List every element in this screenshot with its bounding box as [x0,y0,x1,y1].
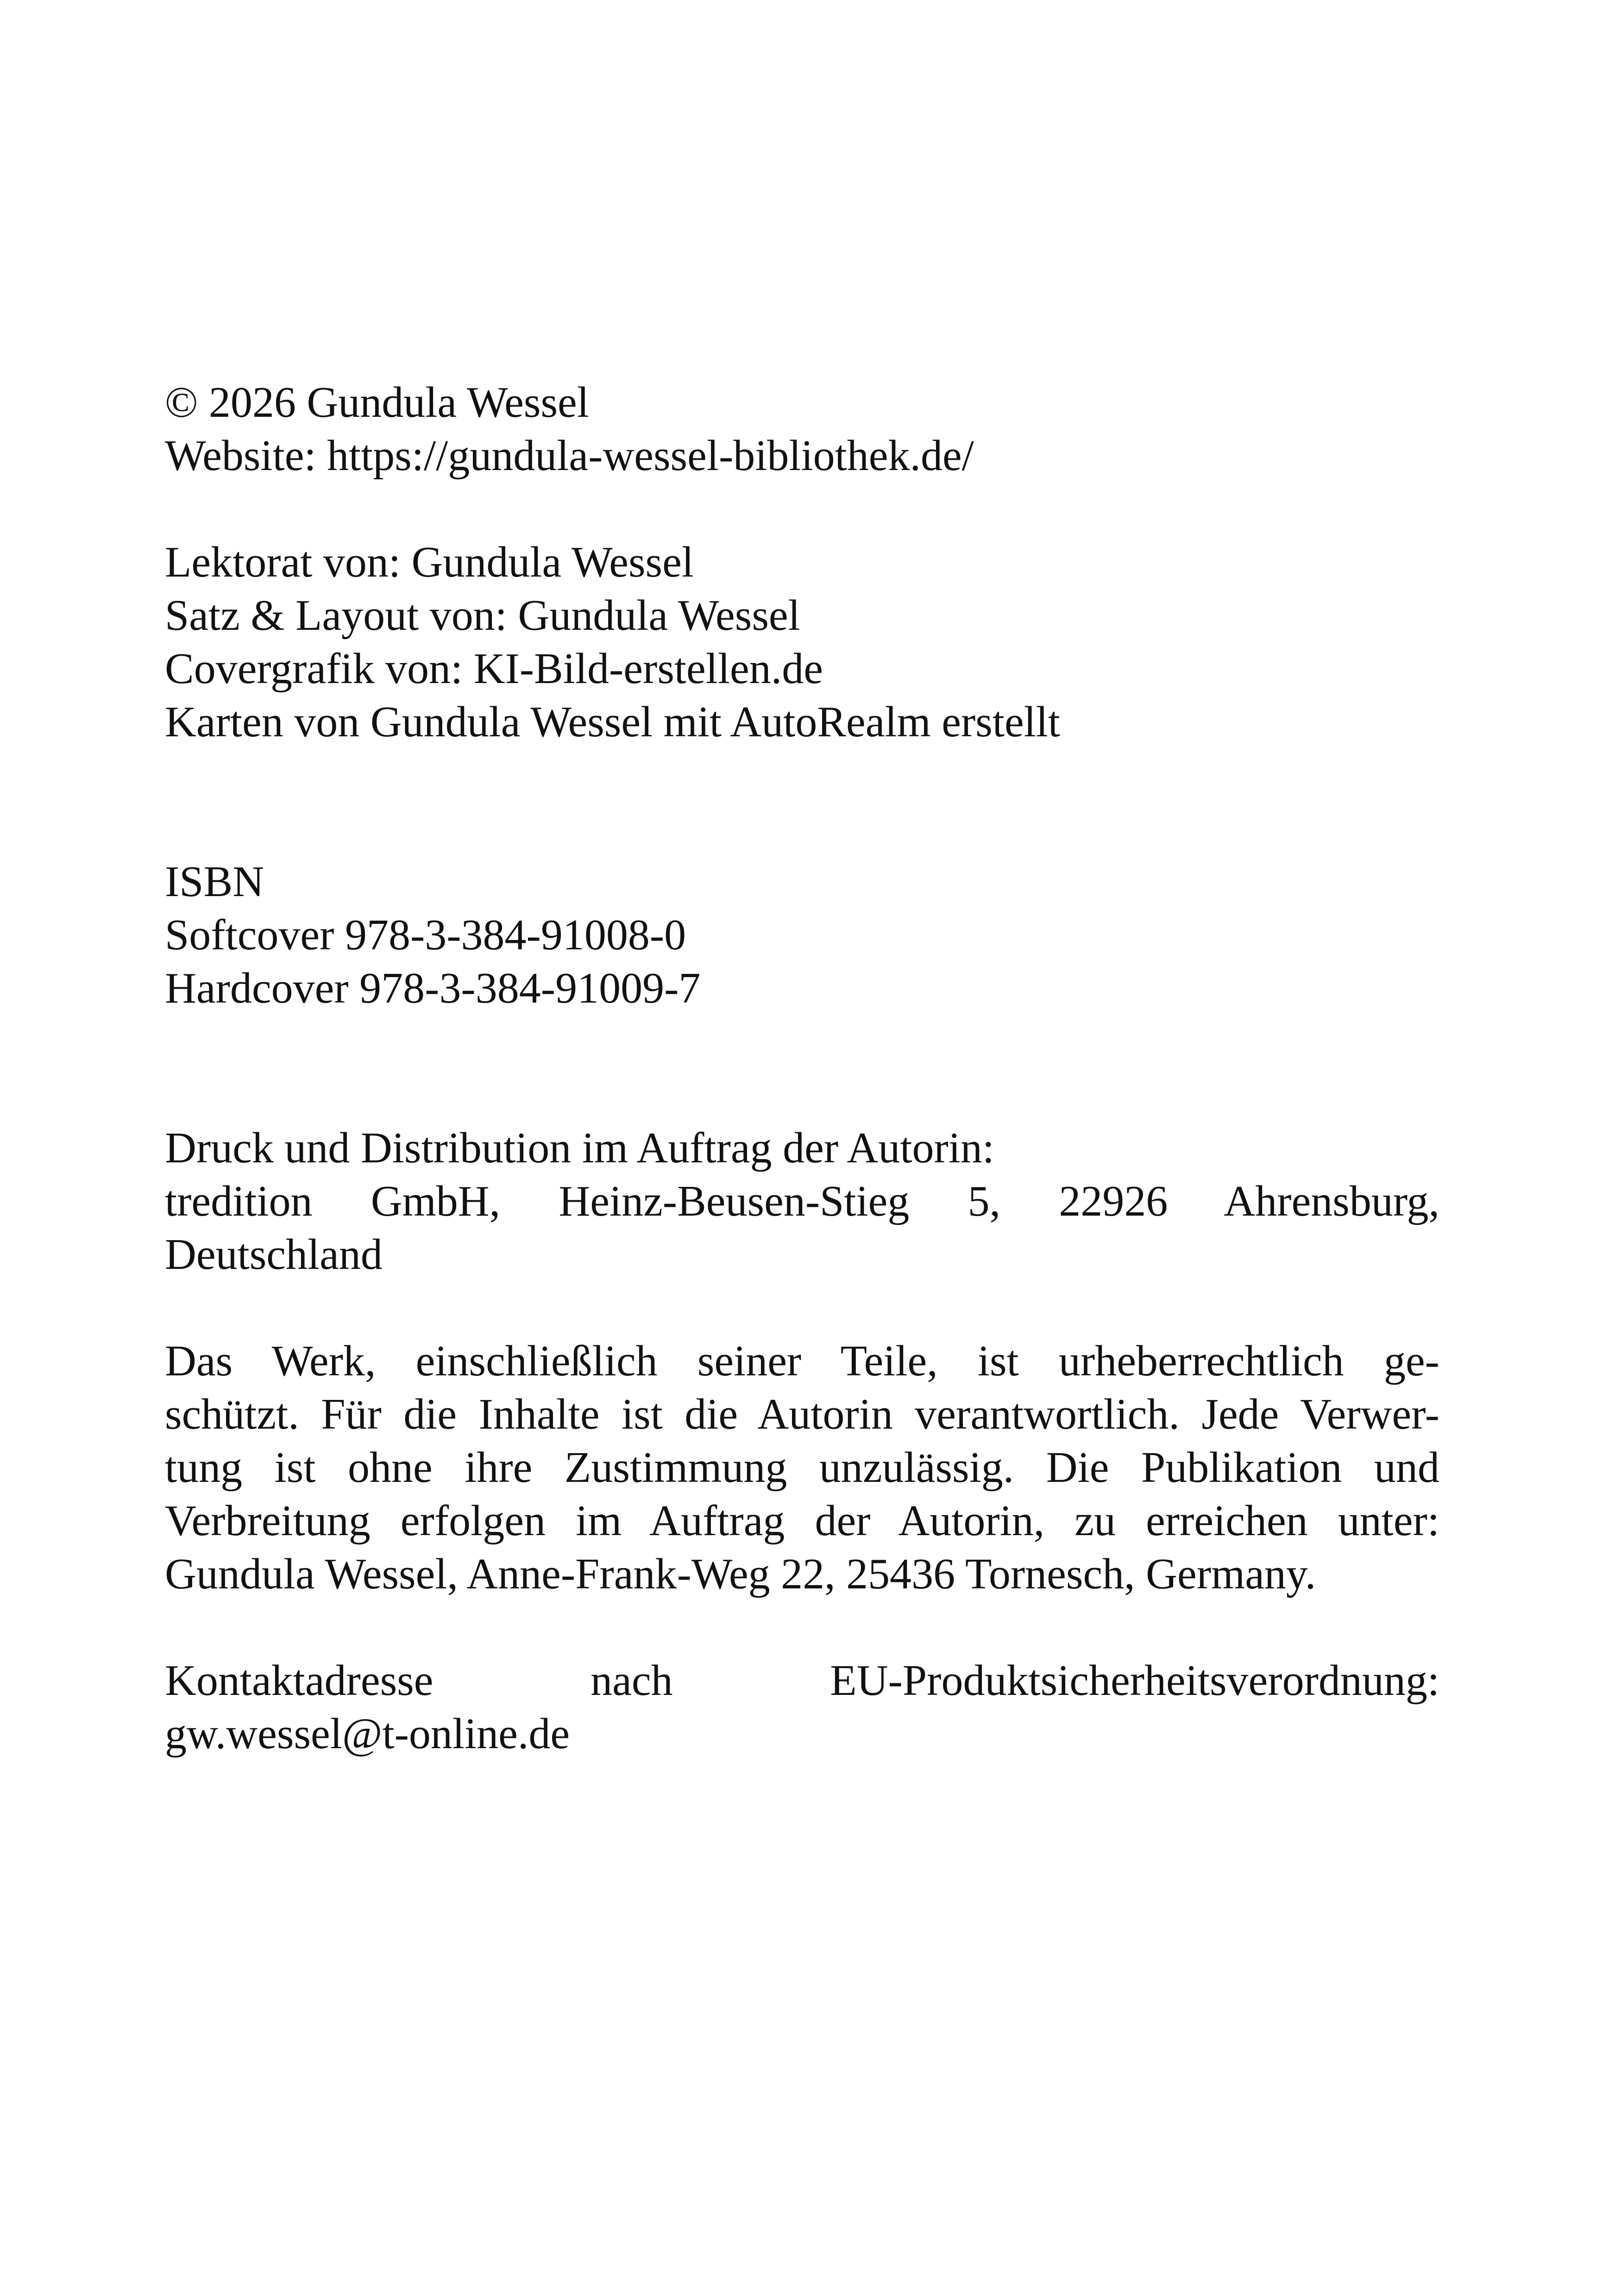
cover-graphic-line: Covergrafik von: KI-Bild-erstellen.de [165,645,823,693]
distribution-country: Deutschland [165,1230,383,1279]
isbn-softcover: Softcover 978-3-384-91008-0 [165,911,686,959]
legal-line: Verbreitung erfolgen im Auftrag der Autorin, zu erreichen unter: [165,1497,1439,1545]
spacer [165,1015,1439,1122]
distribution-address: tredition GmbH, Heinz-Beusen-Stieg 5, 22926 Ahrensburg, [165,1177,1439,1225]
contact-block [165,1654,1439,1761]
legal-line: Das Werk, einschließlich seiner Teile, ist urheberrechtlich ge- [165,1337,1439,1385]
copyright-line: © 2026 Gundula Wessel [165,378,589,427]
credits-block [165,536,1439,749]
website-line: Website: https://gundula-wessel-bibliothek.de/ [165,432,974,480]
contact-heading: Kontaktadresse nach EU-Produktsicherheitsverordnung: [165,1656,1439,1705]
spacer [165,1281,1439,1335]
lektorat-line: Lektorat von: Gundula Wessel [165,538,694,586]
contact-email: gw.wessel@t-online.de [165,1710,570,1758]
legal-line: tung ist ohne ihre Zustimmung unzulässig. Die Publikation und [165,1443,1439,1492]
isbn-block [165,855,1439,1015]
spacer [165,1601,1439,1654]
isbn-heading: ISBN [165,858,264,906]
spacer [165,749,1439,855]
distribution-block [165,1122,1439,1281]
distribution-heading: Druck und Distribution im Auftrag der Autorin: [165,1124,995,1172]
isbn-hardcover: Hardcover 978-3-384-91009-7 [165,964,701,1012]
satz-layout-line: Satz & Layout von: Gundula Wessel [165,591,800,640]
imprint-content [165,376,1439,1761]
spacer [165,483,1439,536]
legal-line: Gundula Wessel, Anne-Frank-Weg 22, 25436 Tornesch, Germany. [165,1550,1316,1598]
legal-block [165,1335,1439,1601]
legal-line: schützt. Für die Inhalte ist die Autorin verantwortlich. Jede Verwer- [165,1390,1439,1438]
maps-line: Karten von Gundula Wessel mit AutoRealm erstellt [165,698,1061,746]
copyright-block [165,376,1439,483]
